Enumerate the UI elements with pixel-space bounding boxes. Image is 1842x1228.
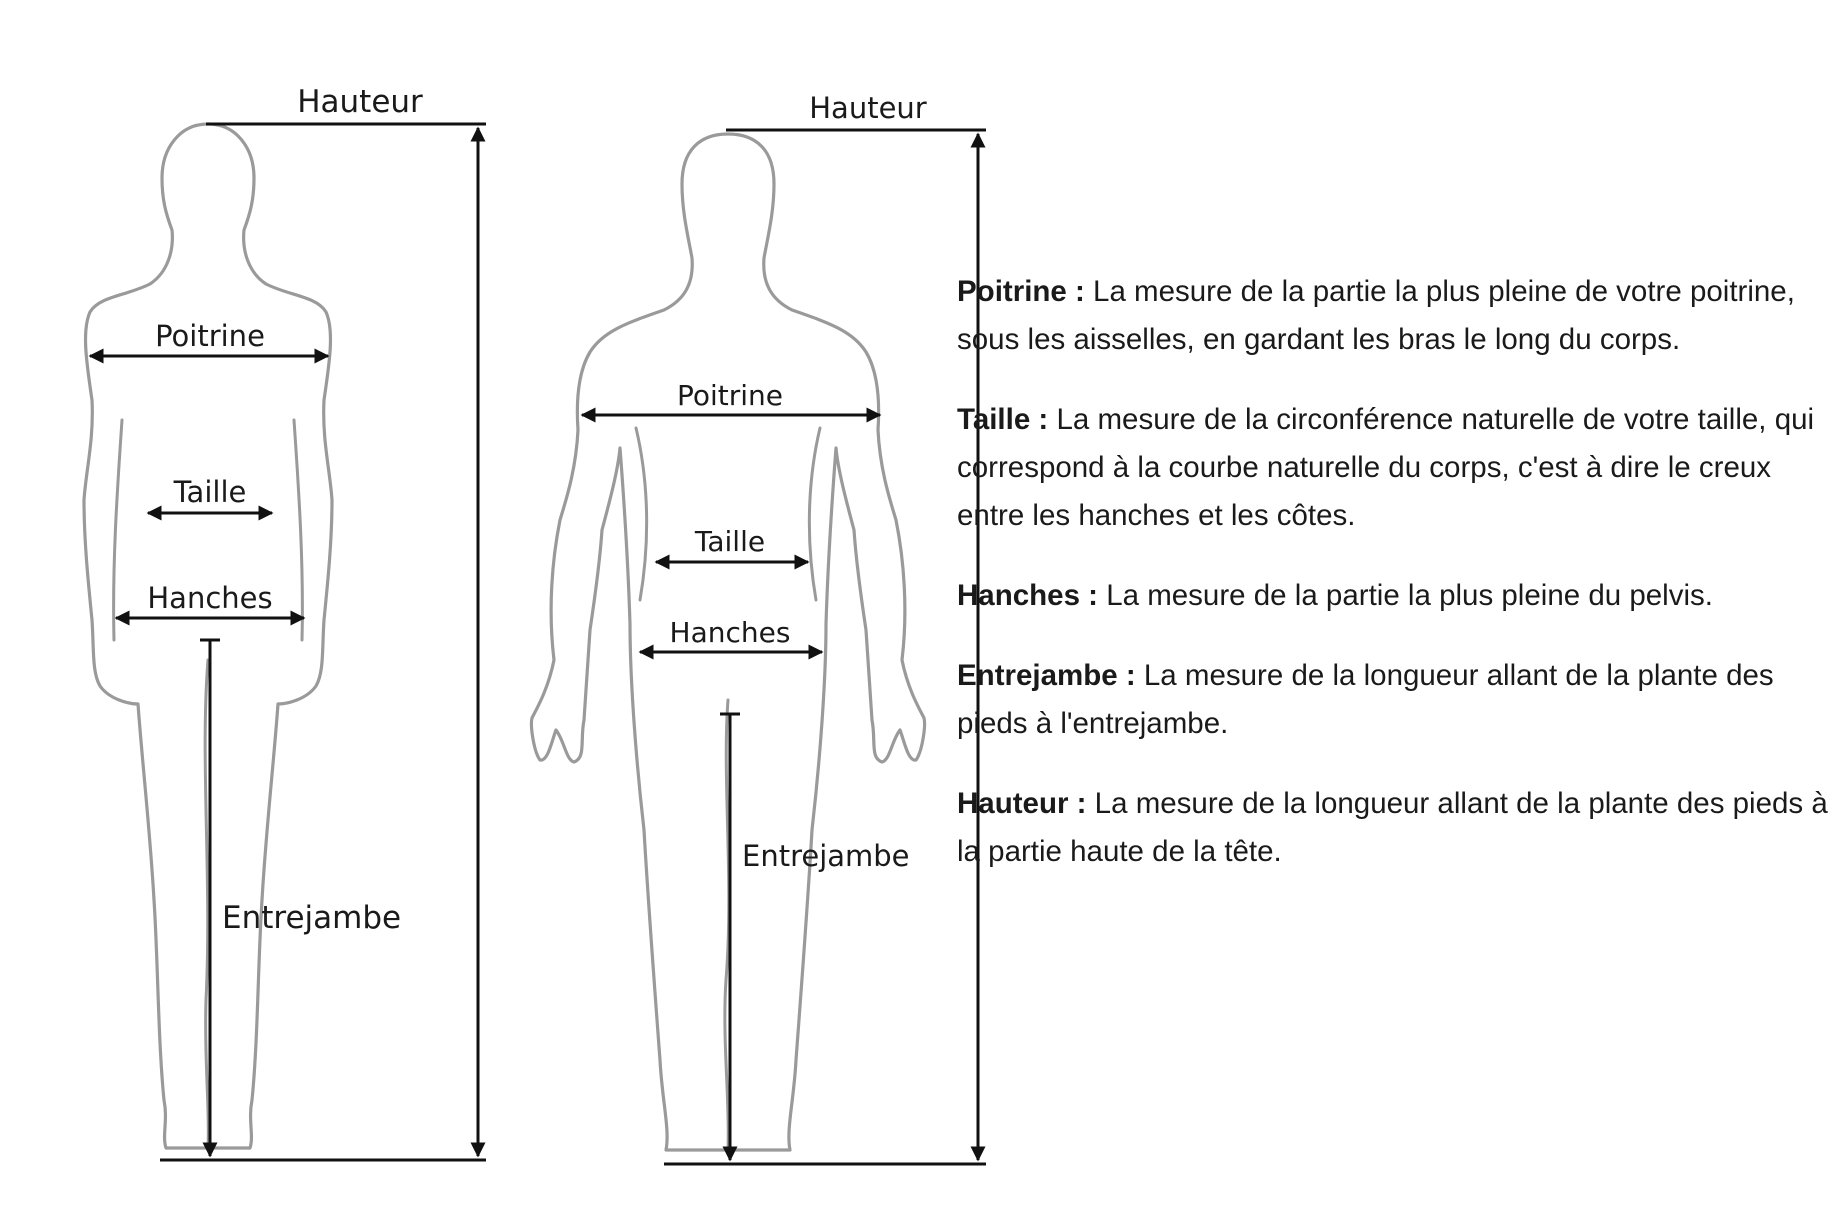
definition-hips: [957, 572, 1837, 620]
definitions-panel: [957, 268, 1837, 908]
definition-chest: [957, 268, 1837, 364]
definition-waist: [957, 396, 1837, 540]
definition-text: La mesure de la partie la plus pleine de votre poitrine, sous les aisselles, en gardant les bras le long du corps.: [957, 275, 1795, 356]
female-height-label: Hauteur: [297, 84, 423, 120]
definition-term: Poitrine :: [957, 275, 1085, 308]
female-inseam-label: Entrejambe: [222, 900, 402, 936]
definition-inseam: [957, 652, 1837, 748]
definition-term: Taille :: [957, 403, 1049, 436]
female-figure: [84, 84, 486, 1160]
definition-text: La mesure de la longueur allant de la plante des pieds à l'entrejambe.: [957, 659, 1774, 740]
male-chest-label: Poitrine: [676, 379, 784, 412]
definition-text: La mesure de la longueur allant de la plante des pieds à la partie haute de la tête.: [957, 787, 1828, 868]
male-figure: [531, 91, 986, 1164]
female-silhouette: [84, 124, 332, 1148]
definition-term: Hanches :: [957, 579, 1098, 612]
female-hips-label: Hanches: [147, 581, 273, 615]
male-hips-label: Hanches: [669, 616, 791, 649]
definition-text: La mesure de la circonférence naturelle de votre taille, qui correspond à la courbe naturelle du corps, c'est à dire le creux entre les hanches et les côtes.: [957, 403, 1815, 532]
definition-term: Hauteur :: [957, 787, 1087, 820]
definition-term: Entrejambe :: [957, 659, 1136, 692]
male-inseam-label: Entrejambe: [742, 839, 910, 873]
male-height-label: Hauteur: [809, 91, 927, 125]
female-waist-label: Taille: [173, 475, 247, 509]
definition-text: La mesure de la partie la plus pleine du pelvis.: [1098, 579, 1713, 612]
female-chest-label: Poitrine: [155, 319, 265, 353]
male-waist-label: Taille: [694, 525, 766, 558]
definition-height: [957, 780, 1837, 876]
